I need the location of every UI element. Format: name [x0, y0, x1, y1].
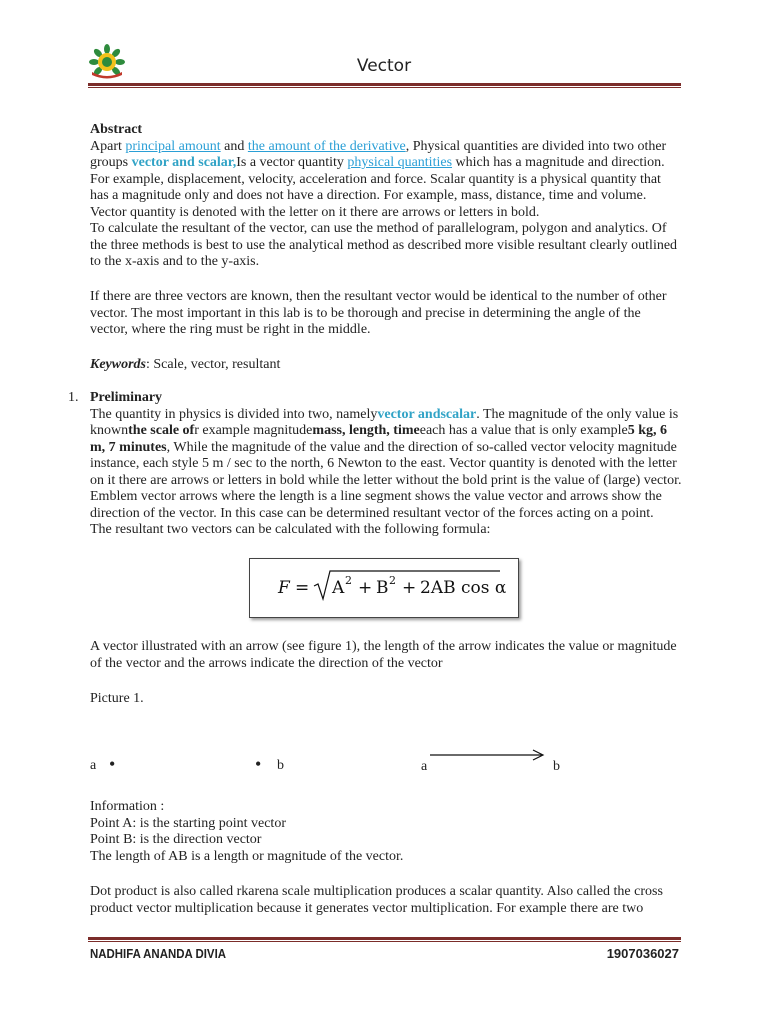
abstract-text: which has a magnitude and direction. For example, displacement, velocity, acceleration and force. Scalar quantity is a physical quantity that has a magnitude only and does not have a direction. For example, mass, distance, time and volume. Vector quantity is denoted with the letter on it there are arrows or letters in bold. — [90, 155, 665, 220]
page-title: Vector — [356, 56, 412, 76]
formula-lhs: F — [278, 578, 290, 598]
information-line: The length of AB is a length or magnitude of the vector. — [90, 848, 404, 864]
vector-arrow-icon — [428, 748, 546, 762]
paragraph-arrow-description: A vector illustrated with an arrow (see figure 1), the length of the arrow indicates the value or magnitude of the vector and the arrows indicate the direction of the vector — [90, 639, 677, 671]
point-b-dot: • — [255, 754, 262, 774]
formula-plus2: + — [402, 578, 417, 598]
footer-divider — [88, 937, 681, 940]
vector-scalar-term: vector andscalar — [377, 406, 477, 422]
point-a-dot: • — [109, 754, 116, 774]
keywords-line — [90, 357, 682, 374]
preliminary-text: . The magnitude of the only value is known — [90, 406, 679, 438]
keywords-text: : Scale, vector, resultant — [146, 357, 281, 372]
formula-sq2: 2 — [389, 574, 396, 587]
vector-scalar-term: vector and scalar, — [131, 155, 237, 170]
footer-student-id: 1907036027 — [606, 946, 679, 961]
section-number: 1. — [68, 390, 79, 405]
abstract-text: To calculate the resultant of the vector, can use the method of parallelogram, polygon and analytics. Of the three methods is best to use the analytical method as described more visible resultant clearly outlined to the x-axis and to the y-axis. — [90, 221, 678, 269]
formula-a: A — [332, 578, 345, 598]
information-line: Point B: is the direction vector — [90, 832, 262, 847]
bold-term: mass, length, time — [312, 423, 420, 438]
resultant-formula — [250, 559, 518, 617]
formula-b: B — [376, 578, 389, 598]
preliminary-text: The quantity in physics is divided into two, namely — [90, 406, 378, 422]
information-heading: Information : — [90, 799, 165, 814]
bold-term: the scale of — [128, 423, 195, 438]
arrow-start-label: a — [421, 759, 428, 774]
abstract-section — [90, 122, 682, 271]
formula-plus1: + — [358, 578, 373, 598]
principal-amount-link[interactable]: principal amount — [125, 138, 221, 154]
picture-caption: Picture 1. — [90, 691, 144, 706]
point-b-label: b — [277, 758, 284, 773]
keywords-label: Keywords — [90, 357, 146, 372]
information-block — [90, 799, 682, 865]
abstract-heading: Abstract — [90, 122, 143, 137]
arrow-end-label: b — [553, 759, 560, 774]
footer-author: NADHIFA ANANDA DIVIA — [90, 946, 227, 961]
preliminary-text: , While the magnitude of the value and the direction of so-called vector velocity magnitude instance, each style 5 m / sec to the north, 6 Newton to the east. Vector quantity is denoted with the letter on it there are arrows or letters in bold while the letter without the bold print is the value of (large) vector. Emblem vector arrows where the length is a line segment shows the value vector and arrows show the direction of the vector. In this case can be determined resultant vector of the forces acting on a point. — [90, 439, 682, 521]
derivative-amount-link[interactable]: the amount of the derivative — [247, 138, 406, 154]
formula-box — [249, 558, 519, 618]
information-line: Point A: is the starting point vector — [90, 815, 286, 831]
abstract-text: Apart — [90, 138, 126, 154]
header-divider — [88, 83, 681, 86]
preliminary-text: The resultant two vectors can be calculated with the following formula: — [90, 522, 491, 537]
formula-equals: = — [295, 578, 310, 598]
bold-term: 5 kg, 6 m, 7 minutes — [90, 423, 668, 455]
abstract-text: and — [220, 138, 248, 154]
abstract-text: , Physical quantities are divided into two other groups — [90, 138, 667, 170]
preliminary-text: each has a value that is only example — [419, 423, 628, 438]
formula-sq1: 2 — [345, 574, 352, 587]
header-divider-thin — [88, 87, 681, 88]
physical-quantities-link[interactable]: physical quantities — [347, 155, 453, 170]
footer-divider-thin — [88, 941, 681, 942]
abstract-text: Is a vector quantity — [236, 155, 348, 170]
formula-term: 2AB cos α — [420, 578, 507, 598]
preliminary-section — [90, 390, 682, 539]
paragraph-three-vectors: If there are three vectors are known, then the resultant vector would be identical to the number of other vector. The most important in this lab is to be thorough and precise in determining the angle of the vector, where the ring must be right in the middle. — [90, 289, 667, 337]
point-a-label: a — [90, 758, 97, 773]
paragraph-dot-product: Dot product is also called rkarena scale multiplication produces a scalar quantity. Also called the cross product vector multiplication because it generates vector multiplication. For example there are two — [90, 884, 663, 916]
preliminary-text: r example magnitude — [194, 423, 313, 438]
preliminary-heading: Preliminary — [90, 390, 163, 405]
